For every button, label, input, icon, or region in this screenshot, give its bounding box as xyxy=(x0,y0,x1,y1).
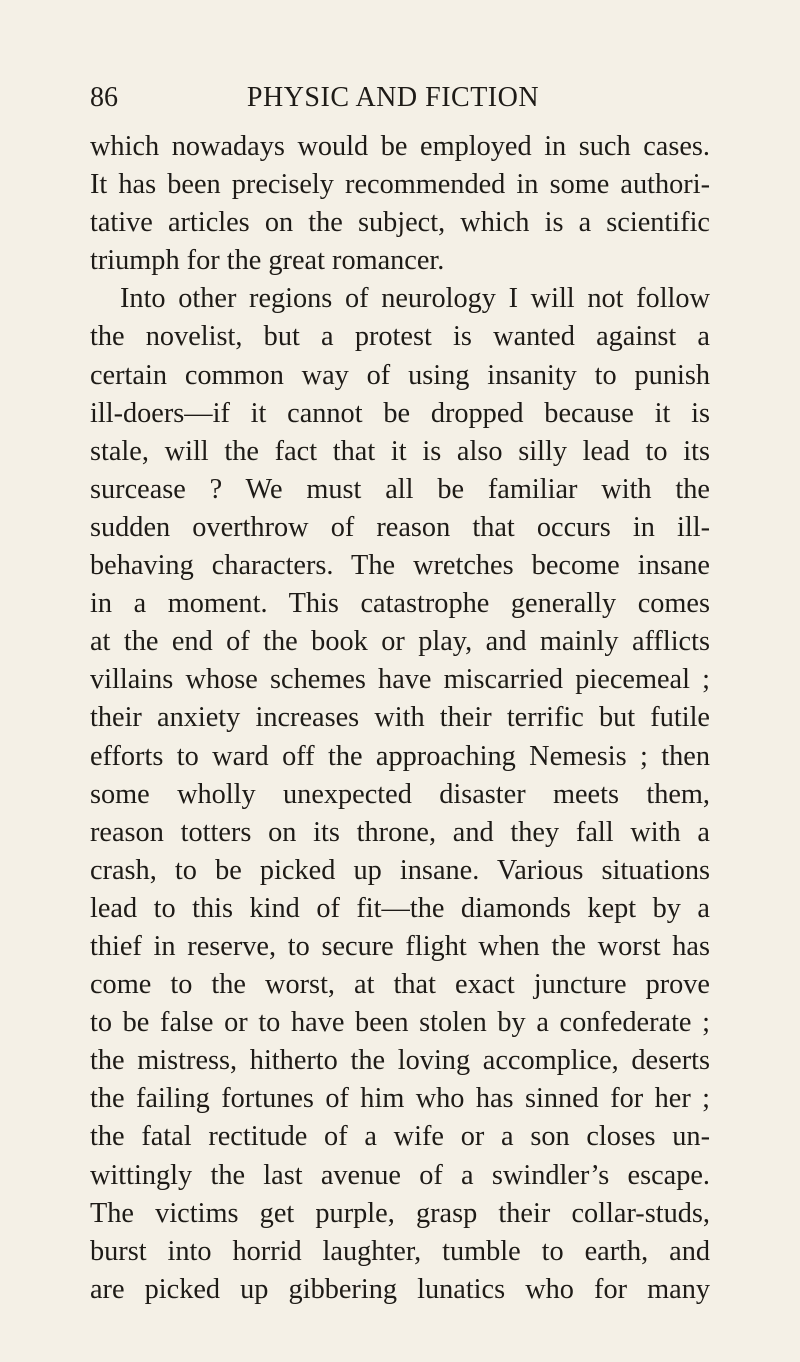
text-line: come to the worst, at that exact juncture prove xyxy=(90,969,710,1001)
text-line: at the end of the book or play, and mainly afflicts xyxy=(90,626,710,658)
page-header xyxy=(90,78,696,118)
text-line: thief in reserve, to secure flight when the worst has xyxy=(90,930,710,962)
page-number: 86 xyxy=(90,82,118,113)
text-line: the mistress, hitherto the loving accomplice, deserts xyxy=(90,1045,710,1077)
body-text xyxy=(90,128,710,1309)
text-line: the fatal rectitude of a wife or a son closes un- xyxy=(90,1121,710,1153)
text-line: some wholly unexpected disaster meets them, xyxy=(90,778,710,810)
text-line: villains whose schemes have miscarried piecemeal ; xyxy=(90,664,710,696)
text-line: surcease ? We must all be familiar with the xyxy=(90,473,710,505)
text-line: efforts to ward off the approaching Nemesis ; then xyxy=(90,740,710,772)
text-line: reason totters on its throne, and they fall with a xyxy=(90,816,710,848)
text-line: Into other regions of neurology I will not follow xyxy=(120,283,710,315)
text-line: burst into horrid laughter, tumble to earth, and xyxy=(90,1235,710,1267)
text-line: the failing fortunes of him who has sinned for her ; xyxy=(90,1083,710,1115)
text-line: behaving characters. The wretches become insane xyxy=(90,550,710,582)
text-line: which nowadays would be employed in such cases. xyxy=(90,131,710,162)
text-line: certain common way of using insanity to punish xyxy=(90,359,710,391)
text-line: stale, will the fact that it is also silly lead to its xyxy=(90,435,710,467)
text-line: It has been precisely recommended in some authori- xyxy=(90,169,710,201)
text-line: sudden overthrow of reason that occurs in ill- xyxy=(90,511,710,543)
text-line: wittingly the last avenue of a swindler’s escape. xyxy=(90,1159,710,1191)
text-line: their anxiety increases with their terrific but futile xyxy=(90,702,710,734)
text-line: to be false or to have been stolen by a confederate ; xyxy=(90,1007,710,1039)
text-line: lead to this kind of fit—the diamonds kept by a xyxy=(90,892,710,924)
text-line: crash, to be picked up insane. Various situations xyxy=(90,854,710,886)
text-line: the novelist, but a protest is wanted against a xyxy=(90,321,710,353)
text-line: tative articles on the subject, which is a scientific xyxy=(90,207,710,239)
running-head: PHYSIC AND FICTION xyxy=(246,82,540,113)
text-line: are picked up gibbering lunatics who for many xyxy=(90,1273,710,1305)
text-line: triumph for the great romancer. xyxy=(90,245,445,277)
text-line: The victims get purple, grasp their collar-studs, xyxy=(90,1197,710,1229)
text-line: ill-doers—if it cannot be dropped because it is xyxy=(90,397,710,429)
text-line: in a moment. This catastrophe generally comes xyxy=(90,588,710,620)
